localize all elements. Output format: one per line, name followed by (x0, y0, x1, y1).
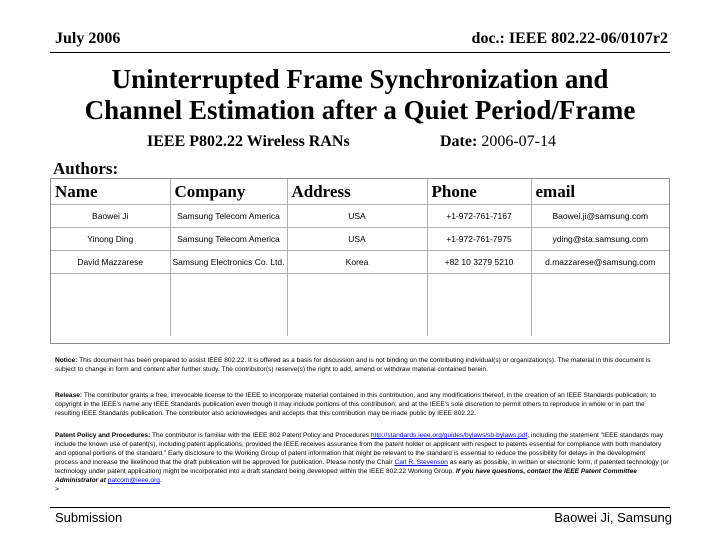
cell-address: USA (287, 228, 427, 251)
cell-email: Baowei.ji@samsung.com (531, 205, 669, 228)
header-date: July 2006 (55, 30, 121, 47)
col-header-name: Name (55, 182, 98, 201)
header-rule (50, 52, 670, 53)
empty-cell (531, 274, 669, 337)
notice-paragraph (55, 356, 670, 374)
table-row (51, 205, 669, 228)
cell-address: Korea (287, 251, 427, 274)
table-row (51, 251, 669, 274)
table-header-row (51, 179, 669, 205)
header-doc-id: doc.: IEEE 802.22-06/0107r2 (471, 30, 668, 47)
notice-label: Notice: (55, 357, 78, 364)
trailer-mark: > (55, 486, 59, 493)
cell-company: Samsung Electronics Co. Ltd. (170, 251, 287, 274)
working-group: IEEE P802.22 Wireless RANs (147, 133, 350, 150)
date-label: Date: (440, 133, 478, 150)
cell-email: d.mazzarese@samsung.com (531, 251, 669, 274)
cell-name: David Mazzarese (51, 251, 170, 274)
cell-address: USA (287, 205, 427, 228)
questions-text: If you have questions, contact the IEEE Patent Committee Administrator at (55, 468, 637, 484)
cell-phone: +1-972-761-7975 (427, 228, 531, 251)
table-row-empty (51, 274, 669, 337)
notice-text: This document has been prepared to assist IEEE 802.22. It is offered as a basis for discussion and is not binding on the contributing individual(s) or organization(s). The material in this document is subject to change in form and content after further study. The contributor(s) reserve(s) the right to add, amend or withdraw material contained herein. (55, 357, 651, 373)
cell-name: Baowei Ji (51, 205, 170, 228)
footer-author: Baowei Ji, Samsung (554, 510, 672, 525)
table-row (51, 228, 669, 251)
col-header-email: email (531, 179, 669, 205)
slide-title (40, 64, 680, 126)
cell-email: yding@sta.samsung.com (531, 228, 669, 251)
col-header-address: Address (287, 179, 427, 205)
cell-phone: +1-972-761-7167 (427, 205, 531, 228)
patent-text-3: as early as possible, in written or electronic form, if patented technology (or technology under patent application) might be incorporated into a draft standard being developed within the IEEE 802.22 Working Group. (55, 459, 669, 475)
patent-policy-link[interactable]: http://standards.ieee.org/guides/bylaws/sb-bylaws.pdf (370, 432, 528, 439)
cell-company: Samsung Telecom America (170, 228, 287, 251)
authors-label: Authors: (53, 159, 119, 178)
release-label: Release: (55, 392, 83, 399)
patcom-email-link[interactable]: patcom@ieee.org (107, 477, 160, 484)
col-header-company: Company (170, 179, 287, 205)
patent-label: Patent Policy and Procedures: (55, 432, 151, 439)
empty-cell (287, 274, 427, 337)
footer-rule (50, 507, 670, 508)
patent-text-2: , including the statement "IEEE standards may include the known use of patent(s), including patent applications, provided the IEEE receives assurance from the patent holder or applicant with respect to patents essential for compliance with both mandatory and optional portions of the standard." Early disclosure to the Working Group of patent information that might be relevant to the standard is essential to reduce the possibility for delays in the development process and increase the likelihood that the draft publication will be approved for publication. Please notify the Chair (55, 432, 664, 466)
col-header-phone: Phone (427, 179, 531, 205)
empty-cell (427, 274, 531, 337)
cell-name: Yinong Ding (51, 228, 170, 251)
date-value: 2006-07-14 (481, 133, 556, 150)
cell-company: Samsung Telecom America (170, 205, 287, 228)
release-text: The contributor grants a free, irrevocable license to the IEEE to incorporate material contained in this contribution, and any modifications thereof, in the creation of an IEEE Standards publication; to copyright in the IEEE's name any IEEE Standards publication even though it may include portions of this contribution; and at the IEEE's sole discretion to permit others to reproduce in whole or in part the resulting IEEE Standards publication. The contributor also acknowledges and accepts that this contribution may be made public by IEEE 802.22. (55, 392, 657, 417)
footer-submission: Submission (55, 510, 123, 525)
title-line-1: Uninterrupted Frame Synchronization and (111, 64, 609, 94)
patent-paragraph (55, 431, 670, 494)
release-paragraph (55, 391, 670, 418)
empty-cell (51, 274, 170, 337)
document-date (440, 133, 556, 151)
authors-table (50, 178, 670, 344)
period: . (159, 477, 162, 484)
cell-phone: +82 10 3279 5210 (427, 251, 531, 274)
patent-text-1: The contributor is familiar with the IEEE 802 Patent Policy and Procedures (152, 432, 369, 439)
chair-link[interactable]: Carl R. Stevenson (394, 459, 448, 466)
title-line-2: Channel Estimation after a Quiet Period/Frame (84, 95, 636, 125)
empty-cell (170, 274, 287, 337)
